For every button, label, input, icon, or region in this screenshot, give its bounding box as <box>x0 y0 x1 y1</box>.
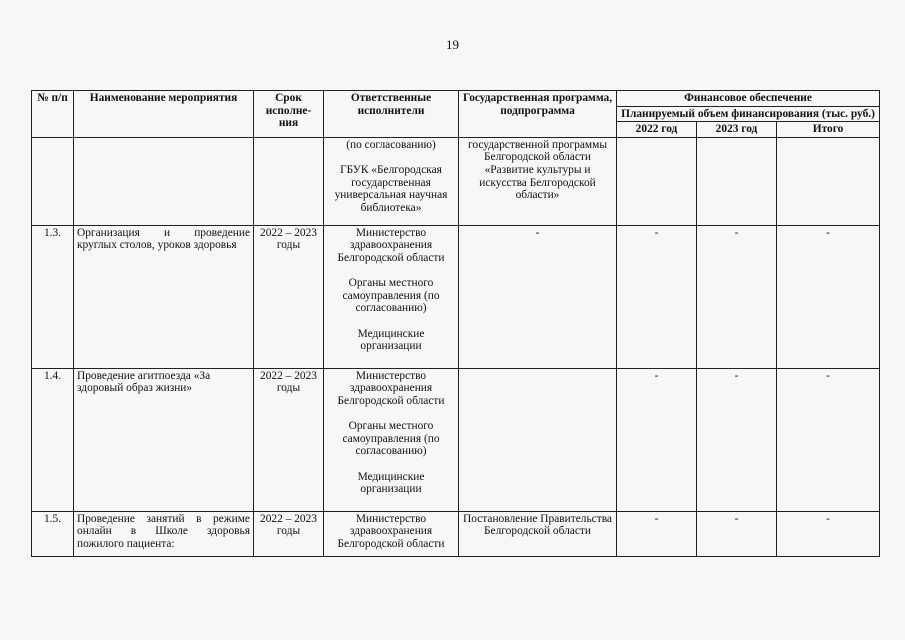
row-2023: - <box>697 225 777 368</box>
row-name: Проведение агитпоезда «За здоровый образ жизни» <box>74 368 254 511</box>
row-2022: - <box>617 368 697 511</box>
row-responsible <box>324 511 459 556</box>
responsible-line: Органы местного самоуправления (по согласованию) <box>342 420 440 458</box>
row-term: 2022 – 2023 годы <box>254 368 324 511</box>
row-total: - <box>777 511 880 556</box>
row-name <box>74 137 254 225</box>
header-name: Наименование мероприятия <box>74 91 254 138</box>
responsible-line: Медицинские организации <box>357 327 425 353</box>
header-2023: 2023 год <box>697 122 777 138</box>
row-name: Проведение занятий в режиме онлайн в Школе здоровья пожилого пациента: <box>74 511 254 556</box>
row-2022 <box>617 137 697 225</box>
responsible-line: Органы местного самоуправления (по согласованию) <box>342 277 440 315</box>
row-term <box>254 137 324 225</box>
row-2023: - <box>697 511 777 556</box>
header-finance: Финансовое обеспечение <box>617 91 880 107</box>
row-name: Организация и проведение круглых столов, уроков здоровья <box>74 225 254 368</box>
row-2023 <box>697 137 777 225</box>
row-program <box>459 368 617 511</box>
row-responsible <box>324 137 459 225</box>
row-2022: - <box>617 511 697 556</box>
row-term: 2022 – 2023 годы <box>254 225 324 368</box>
row-2023: - <box>697 368 777 511</box>
header-term: Срок исполне-ния <box>254 91 324 138</box>
row-num <box>32 137 74 225</box>
header-responsible: Ответственные исполнители <box>324 91 459 138</box>
row-total <box>777 137 880 225</box>
page-number: 19 <box>446 37 459 52</box>
header-planned: Планируемый объем финансирования (тыс. руб.) <box>617 106 880 122</box>
header-program: Государственная программа, подпрограмма <box>459 91 617 138</box>
responsible-line: Министерство здравоохранения Белгородской области <box>337 512 445 550</box>
row-num: 1.4. <box>32 368 74 511</box>
table-row <box>32 511 880 556</box>
responsible-line: ГБУК «Белгородская государственная универсальная научная библиотека» <box>334 163 448 214</box>
events-table <box>31 90 880 557</box>
row-responsible <box>324 225 459 368</box>
table-row <box>32 368 880 511</box>
row-responsible <box>324 368 459 511</box>
header-row-1 <box>32 91 880 107</box>
header-total: Итого <box>777 122 880 138</box>
responsible-line: Министерство здравоохранения Белгородской области <box>337 226 445 264</box>
header-num: № п/п <box>32 91 74 138</box>
row-2022: - <box>617 225 697 368</box>
table-row <box>32 225 880 368</box>
row-num: 1.5. <box>32 511 74 556</box>
table-row <box>32 137 880 225</box>
row-total: - <box>777 225 880 368</box>
row-program: Постановление Правительства Белгородской области <box>459 511 617 556</box>
row-term: 2022 – 2023 годы <box>254 511 324 556</box>
responsible-line: Министерство здравоохранения Белгородской области <box>337 369 445 407</box>
row-program: государственной программы Белгородской области «Развитие культуры и искусства Белгородской области» <box>459 137 617 225</box>
row-num: 1.3. <box>32 225 74 368</box>
row-total: - <box>777 368 880 511</box>
row-program: - <box>459 225 617 368</box>
responsible-line: (по согласованию) <box>346 138 436 151</box>
header-2022: 2022 год <box>617 122 697 138</box>
responsible-line: Медицинские организации <box>357 470 425 496</box>
